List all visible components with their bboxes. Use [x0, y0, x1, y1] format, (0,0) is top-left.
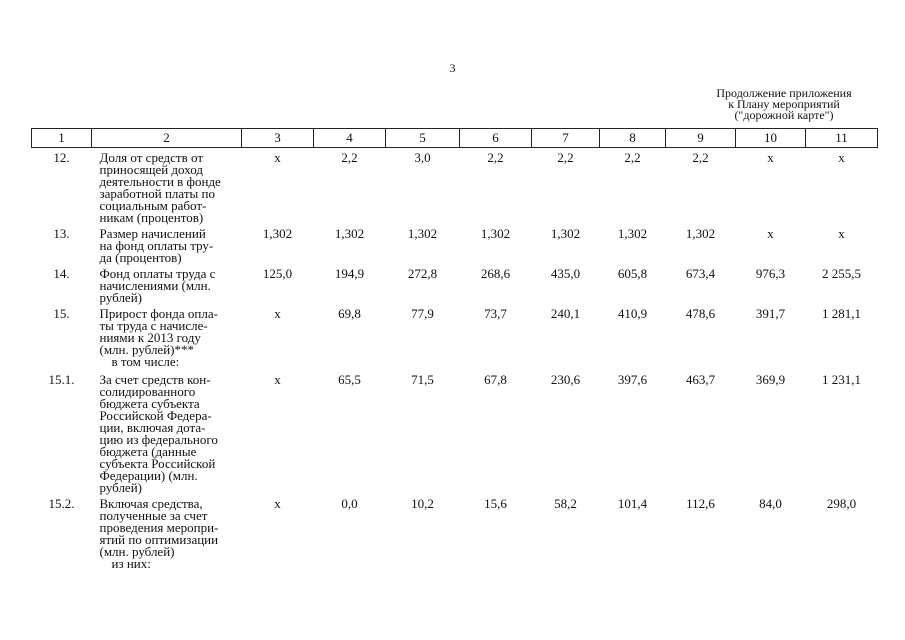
- row-name-line: Федерации) (млн.: [99, 468, 198, 483]
- value-cell: 268,6: [480, 266, 511, 281]
- column-header: 11: [806, 129, 878, 148]
- value-cell: 605,8: [617, 266, 648, 281]
- row-name-line: бюджета (данные: [99, 444, 197, 459]
- value-cell: 1,302: [617, 226, 648, 241]
- appendix-note-line: ("дорожной карте"): [734, 108, 834, 122]
- value-cell: 77,9: [411, 306, 434, 321]
- table-row: [32, 148, 878, 225]
- empty-cell: [32, 558, 92, 572]
- value-cell: 369,9: [755, 372, 786, 387]
- value-cell: 410,9: [617, 306, 648, 321]
- table-row: [32, 224, 878, 264]
- column-header: 7: [532, 129, 600, 148]
- value-cell: 67,8: [484, 372, 507, 387]
- row-name-line: заработной платы по: [99, 186, 215, 201]
- value-cell: 435,0: [550, 266, 581, 281]
- value-cell: 1 281,1: [822, 306, 861, 321]
- value-cell: х: [767, 226, 774, 241]
- row-number: 12.: [53, 150, 70, 165]
- row-name-line: на фонд оплаты тру-: [99, 238, 214, 253]
- value-cell: 2,2: [487, 150, 504, 165]
- value-cell: 1,302: [550, 226, 581, 241]
- value-cell: 272,8: [407, 266, 438, 281]
- value-cell: 101,4: [617, 496, 648, 511]
- value-cell: х: [274, 496, 281, 511]
- table-header-row: [32, 129, 878, 148]
- row-name-line: деятельности в фонде: [99, 174, 221, 189]
- row-number: 15.1.: [48, 372, 75, 387]
- subheading-row: [32, 356, 878, 370]
- appendix-note-line: Продолжение приложения: [716, 86, 852, 100]
- column-header: 4: [314, 129, 386, 148]
- column-header: 9: [666, 129, 736, 148]
- value-cell: 298,0: [826, 496, 857, 511]
- value-cell: 1 231,1: [822, 372, 861, 387]
- column-header: 1: [32, 129, 92, 148]
- value-cell: 1,302: [407, 226, 438, 241]
- value-cell: 230,6: [550, 372, 581, 387]
- value-cell: 194,9: [334, 266, 365, 281]
- value-cell: 125,0: [262, 266, 293, 281]
- table-row: [32, 264, 878, 304]
- value-cell: 240,1: [550, 306, 581, 321]
- subheading-row: [32, 558, 878, 572]
- value-cell: 65,5: [338, 372, 361, 387]
- value-cell: х: [274, 372, 281, 387]
- value-cell: 15,6: [484, 496, 507, 511]
- row-name-line: Размер начислений: [99, 226, 206, 241]
- row-name-line: рублей): [99, 480, 142, 495]
- value-cell: 1,302: [685, 226, 716, 241]
- row-name-line: проведения меропри-: [99, 520, 219, 535]
- value-cell: 2,2: [341, 150, 358, 165]
- column-header: 2: [92, 129, 242, 148]
- row-name: [92, 264, 242, 304]
- row-name-line: (млн. рублей): [99, 544, 175, 559]
- value-cell: 1,302: [480, 226, 511, 241]
- value-cell: 397,6: [617, 372, 648, 387]
- value-cell: 73,7: [484, 306, 507, 321]
- row-name-line: да (процентов): [99, 250, 182, 265]
- row-name-line: Включая средства,: [99, 496, 203, 511]
- value-cell: 3,0: [414, 150, 431, 165]
- value-cell: 2,2: [557, 150, 574, 165]
- row-name-line: (млн. рублей)***: [99, 342, 194, 357]
- subheading-label: в том числе:: [111, 354, 180, 369]
- row-name-line: ятий по оптимизации: [99, 532, 219, 547]
- value-cell: 976,3: [755, 266, 786, 281]
- value-cell: 673,4: [685, 266, 716, 281]
- value-cell: 1,302: [262, 226, 293, 241]
- row-name: [92, 224, 242, 264]
- empty-cell: [32, 356, 92, 370]
- row-name-line: приносящей доход: [99, 162, 203, 177]
- row-name-line: солидированного: [99, 384, 196, 399]
- value-cell: 0,0: [341, 496, 358, 511]
- value-cell: х: [838, 150, 845, 165]
- row-number: 15.2.: [48, 496, 75, 511]
- row-name: [92, 304, 242, 356]
- row-name-line: социальным работ-: [99, 198, 207, 213]
- table-row: [32, 304, 878, 356]
- row-number: 15.: [53, 306, 70, 321]
- row-name-line: бюджета субъекта: [99, 396, 200, 411]
- value-cell: 1,302: [334, 226, 365, 241]
- value-cell: 391,7: [755, 306, 786, 321]
- subheading-label: из них:: [111, 556, 151, 571]
- value-cell: х: [838, 226, 845, 241]
- column-header: 10: [736, 129, 806, 148]
- row-name-line: цию из федерального: [99, 432, 218, 447]
- appendix-note-line: к Плану мероприятий: [728, 97, 840, 111]
- value-cell: 71,5: [411, 372, 434, 387]
- row-name-line: За счет средств кон-: [99, 372, 211, 387]
- value-cell: х: [274, 150, 281, 165]
- column-header: 3: [242, 129, 314, 148]
- value-cell: 58,2: [554, 496, 577, 511]
- row-name-line: Российской Федера-: [99, 408, 212, 423]
- row-name-line: ниями к 2013 году: [99, 330, 201, 345]
- row-name: [92, 148, 242, 225]
- row-name-line: субъекта Российской: [99, 456, 216, 471]
- value-cell: 478,6: [685, 306, 716, 321]
- table-row: [32, 370, 878, 494]
- data-table: [31, 128, 878, 572]
- value-cell: 2,2: [692, 150, 709, 165]
- row-name: [92, 494, 242, 558]
- value-cell: 112,6: [686, 496, 715, 511]
- value-cell: 2 255,5: [822, 266, 861, 281]
- row-number: 14.: [53, 266, 70, 281]
- row-name: [92, 370, 242, 494]
- row-number: 13.: [53, 226, 70, 241]
- value-cell: 10,2: [411, 496, 434, 511]
- column-header: 8: [600, 129, 666, 148]
- row-name-line: ции, включая дота-: [99, 420, 206, 435]
- row-name-line: Доля от средств от: [99, 150, 204, 165]
- value-cell: х: [767, 150, 774, 165]
- row-name-line: ты труда с начисле-: [99, 318, 208, 333]
- column-header: 5: [386, 129, 460, 148]
- column-header: 6: [460, 129, 532, 148]
- value-cell: 84,0: [759, 496, 782, 511]
- appendix-note: [690, 88, 878, 121]
- row-name-line: никам (процентов): [99, 210, 204, 225]
- row-name-line: начислениями (млн.: [99, 278, 211, 293]
- value-cell: 69,8: [338, 306, 361, 321]
- value-cell: 463,7: [685, 372, 716, 387]
- row-name-line: Прирост фонда опла-: [99, 306, 218, 321]
- row-name-line: полученные за счет: [99, 508, 208, 523]
- row-name-line: Фонд оплаты труда с: [99, 266, 216, 281]
- value-cell: 2,2: [624, 150, 641, 165]
- table-body: [32, 148, 878, 573]
- row-name-line: рублей): [99, 290, 142, 305]
- table-row: [32, 494, 878, 558]
- page-number: 3: [449, 61, 456, 75]
- value-cell: х: [274, 306, 281, 321]
